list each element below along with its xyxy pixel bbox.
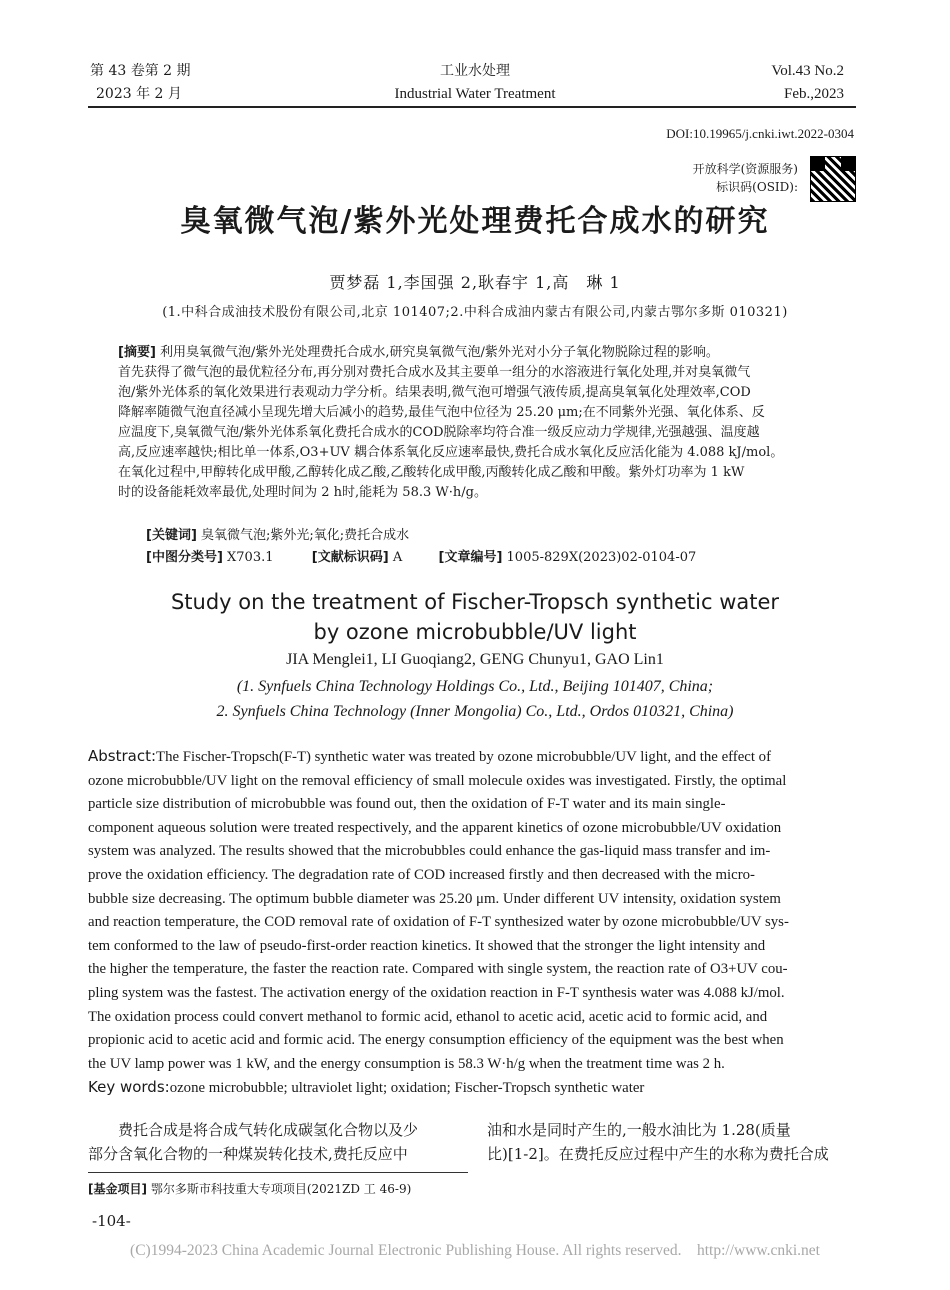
- abstract-en-line: The Fischer-Tropsch(F-T) synthetic water was treated by ozone microbubble/UV light, and the effect of: [156, 749, 772, 765]
- doc-code-label: [文献标识码]: [311, 550, 389, 565]
- body-right-line2: 比)[1-2]。在费托反应过程中产生的水称为费托合成: [487, 1145, 829, 1163]
- abstract-cn-label: [摘要]: [118, 345, 156, 360]
- title-cn: 臭氧微气泡/紫外光处理费托合成水的研究: [180, 204, 770, 239]
- abstract-en-line: propionic acid to acetic acid and formic acid. The energy consumption efficiency of the equipment was the best when: [88, 1032, 784, 1049]
- abstract-en-line: component aqueous solution were treated respectively, and the apparent kinetics of ozone microbubble/UV oxidation: [88, 819, 782, 836]
- clc-value: X703.1: [227, 550, 274, 565]
- body-right-line1: 油和水是同时产生的,一般水油比为 1.28(质量: [487, 1121, 791, 1139]
- page-number: -104-: [92, 1212, 131, 1230]
- abstract-cn-line: 在氧化过程中,甲醇转化成甲酸,乙醇转化成乙酸,乙酸转化成甲酸,丙酸转化成乙酸和甲酸。紫外灯功率为 1 kW: [118, 465, 745, 480]
- classification-row: [146, 548, 696, 568]
- header-date-cn: 2023 年 2 月: [96, 86, 182, 102]
- abstract-en-line: the higher the temperature, the faster the reaction rate. Compared with single system, the reaction rate of O3+UV cou-: [88, 961, 788, 978]
- abstract-en-line: bubble size decreasing. The optimum bubble diameter was 25.20 μm. Under different UV intensity, oxidation system: [88, 890, 781, 907]
- abstract-en: [88, 745, 858, 1101]
- title-en-line2: by ozone microbubble/UV light: [313, 620, 637, 644]
- article-no-label: [文章编号]: [438, 550, 503, 565]
- doc-code-value: A: [392, 550, 403, 565]
- title-en: [0, 587, 950, 647]
- affiliation-cn: (1.中科合成油技术股份有限公司,北京 101407;2.中科合成油内蒙古有限公司,内蒙古鄂尔多斯 010321): [162, 305, 788, 320]
- clc-label: [中图分类号]: [146, 550, 223, 565]
- keywords-cn: [146, 526, 409, 546]
- abstract-en-line: ozone microbubble/UV light on the removal efficiency of small molecule oxides was investigated. Firstly, the optimal: [88, 772, 787, 789]
- header-journal-en: Industrial Water Treatment: [394, 86, 556, 102]
- funding-text: 鄂尔多斯市科技重大专项项目(2021ZD 工 46-9): [150, 1182, 412, 1196]
- abstract-cn-line: 降解率随微气泡直径减小呈现先增大后减小的趋势,最佳气泡中位径为 25.20 μm;在不同紫外光强、氧化体系、反: [118, 405, 765, 420]
- osid-label: [693, 160, 798, 196]
- abstract-cn-line: 时的设备能耗效率最优,处理时间为 2 h时,能耗为 58.3 W·h/g。: [118, 485, 487, 500]
- authors-cn: 贾梦磊 1,李国强 2,耿春宇 1,高 琳 1: [329, 273, 621, 292]
- header-journal-cn: 工业水处理: [440, 63, 510, 79]
- abstract-en-line: the UV lamp power was 1 kW, and the energy consumption is 58.3 W·h/g when the treatment time was 2 h.: [88, 1055, 725, 1072]
- abstract-cn-line: 泡/紫外光体系的氧化效果进行表观动力学分析。结果表明,微气泡可增强气液传质,提高臭氧氧化处理效率,COD: [118, 385, 751, 400]
- body-left-line1: 费托合成是将合成气转化成碳氢化合物以及少: [118, 1121, 419, 1139]
- abstract-en-line: and reaction temperature, the COD removal rate of oxidation of F-T synthesized water by ozone microbubble/UV sys-: [88, 914, 789, 931]
- article-no-value: 1005-829X(2023)02-0104-07: [506, 550, 697, 565]
- abstract-en-label: Abstract:: [88, 747, 157, 765]
- copyright-line: (C)1994-2023 China Academic Journal Electronic Publishing House. All rights reserved. http://www.cnki.net: [130, 1242, 820, 1259]
- abstract-cn-line: 首先获得了微气泡的最优粒径分布,再分别对费托合成水及其主要单一组分的水溶液进行氧化处理,并对臭氧微气: [118, 365, 751, 380]
- osid-line1: 开放科学(资源服务): [692, 162, 798, 176]
- title-en-line1: Study on the treatment of Fischer-Tropsch synthetic water: [170, 590, 780, 614]
- osid-line2: 标识码(OSID):: [716, 180, 798, 194]
- funding-label: [基金项目]: [88, 1182, 147, 1196]
- keywords-en-label: Key words:: [88, 1078, 170, 1097]
- keywords-en-text: ozone microbubble; ultraviolet light; oxidation; Fischer-Tropsch synthetic water: [169, 1080, 645, 1097]
- abstract-cn-line: 利用臭氧微气泡/紫外光处理费托合成水,研究臭氧微气泡/紫外光对小分子氧化物脱除过程的影响。: [160, 345, 719, 360]
- abstract-en-line: prove the oxidation efficiency. The degradation rate of COD increased firstly and then decreased with the micro-: [88, 866, 755, 883]
- abstract-en-line: tem conformed to the law of pseudo-first-order reaction kinetics. It showed that the stronger the light intensity and: [88, 937, 766, 954]
- header-date-en: Feb.,2023: [784, 86, 844, 102]
- funding: [88, 1180, 411, 1197]
- keywords-cn-text: 臭氧微气泡;紫外光;氧化;费托合成水: [201, 528, 410, 543]
- abstract-en-line: pling system was the fastest. The activation energy of the oxidation reaction in F-T synthesis water was 4.088 kJ/mol.: [88, 984, 785, 1001]
- abstract-cn-line: 应温度下,臭氧微气泡/紫外光体系氧化费托合成水的COD脱除率均符合准一级反应动力学规律,光强越强、温度越: [118, 425, 760, 440]
- keywords-cn-label: [关键词]: [146, 528, 197, 543]
- abstract-en-line: The oxidation process could convert methanol to formic acid, ethanol to acetic acid, acetic acid to formic acid, and: [88, 1008, 768, 1025]
- abstract-en-line: system was analyzed. The results showed that the microbubbles could enhance the gas-liquid mass transfer and im-: [88, 843, 771, 860]
- authors-en: JIA Menglei1, LI Guoqiang2, GENG Chunyu1, GAO Lin1: [286, 651, 664, 668]
- header-vol-en: Vol.43 No.2: [771, 63, 844, 79]
- header-volume: 第 43 卷第 2 期: [90, 63, 191, 79]
- affiliation-en-line1: (1. Synfuels China Technology Holdings Co., Ltd., Beijing 101407, China;: [236, 678, 714, 695]
- body-left-line2: 部分含氧化合物的一种煤炭转化技术,费托反应中: [88, 1145, 408, 1163]
- header-rule: [88, 106, 856, 108]
- affiliation-en-line2: 2. Synfuels China Technology (Inner Mongolia) Co., Ltd., Ordos 010321, China): [216, 703, 734, 720]
- footnote-rule: [88, 1172, 468, 1173]
- abstract-cn-line: 高,反应速率越快;相比单一体系,O3+UV 耦合体系氧化反应速率最快,费托合成水氧化反应活化能为 4.088 kJ/mol。: [118, 445, 784, 460]
- abstract-cn: [118, 343, 838, 503]
- abstract-en-line: particle size distribution of microbubble was found out, then the oxidation of F-T water and its main single-: [88, 796, 726, 813]
- doi: DOI:10.19965/j.cnki.iwt.2022-0304: [666, 126, 854, 141]
